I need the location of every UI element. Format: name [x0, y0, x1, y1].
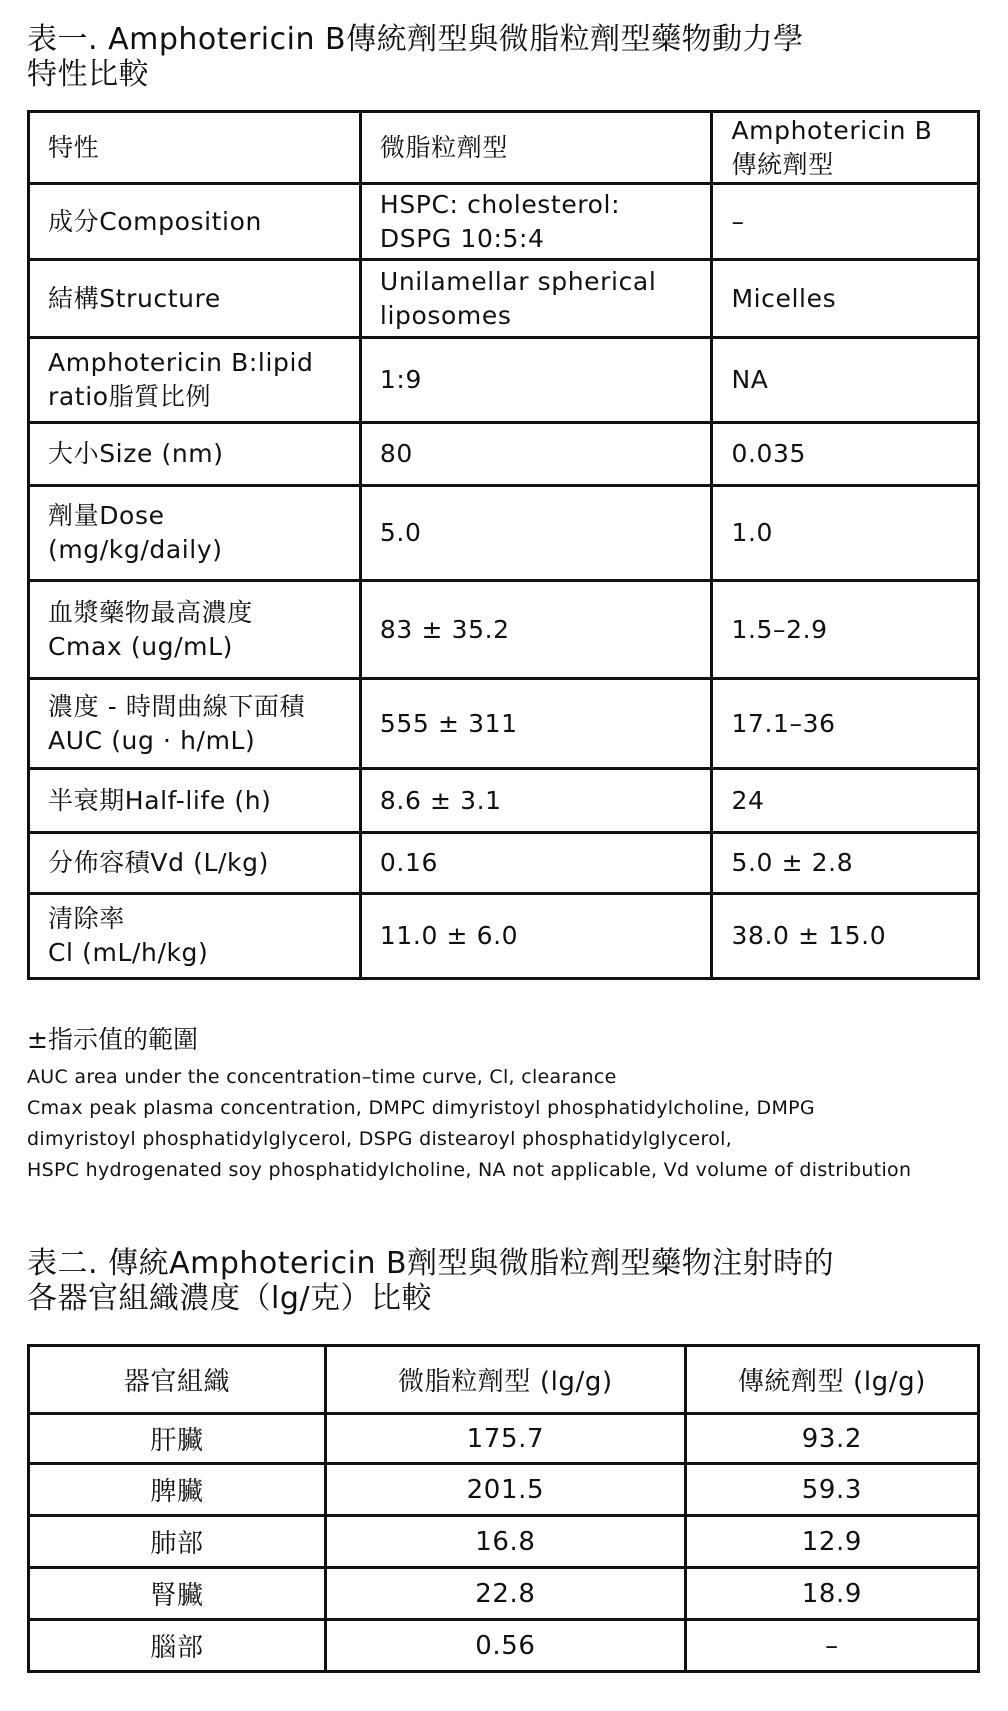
organ-cell: 肺部 [29, 1516, 326, 1568]
table2-title-line2: 各器官組織濃度（lg/克）比較 [27, 1281, 432, 1316]
conventional-conc-cell: – [685, 1620, 978, 1672]
liposomal-cell-line: 11.0 ± 6.0 [379, 921, 519, 950]
property-cell [29, 486, 361, 581]
conventional-cell: 17.1–36 [712, 679, 979, 769]
organ-cell: 脾臟 [29, 1464, 326, 1516]
conventional-cell: – [712, 184, 979, 260]
table1-title [27, 22, 804, 92]
conventional-cell: 5.0 ± 2.8 [712, 833, 979, 894]
property-cell-line: 半衰期Half-life (h) [48, 785, 272, 815]
conventional-cell: Micelles [712, 260, 979, 338]
table1-title-line2: 特性比較 [27, 57, 149, 92]
table2-title-line1: 表二. 傳統Amphotericin B劑型與微脂粒劑型藥物注射時的 [27, 1246, 835, 1281]
property-cell-line: (mg/kg/daily) [48, 535, 223, 564]
abbreviation-line: Cmax peak plasma concentration, DMPC dimyristoyl phosphatidylcholine, DMPG [27, 1097, 815, 1119]
liposomal-cell-line: 555 ± 311 [379, 708, 518, 738]
liposomal-cell-line: Unilamellar spherical [379, 266, 657, 296]
liposomal-cell-line: 80 [379, 439, 413, 468]
table-row [29, 1620, 979, 1672]
header-cell-liposomal-conc: 微脂粒劑型 (lg/g) [325, 1346, 685, 1414]
property-cell-line: AUC (ug · h/mL) [48, 725, 256, 755]
property-cell-line: Cl (mL/h/kg) [48, 938, 209, 967]
conventional-conc-cell: 12.9 [685, 1516, 978, 1568]
property-cell-line: ratio脂質比例 [48, 382, 212, 411]
property-cell [29, 423, 361, 486]
table-row [29, 1414, 979, 1464]
table-row [29, 769, 979, 833]
table-row [29, 423, 979, 486]
table2-header-row [29, 1346, 979, 1414]
property-cell-line: 清除率 [48, 904, 125, 933]
property-cell-line: Cmax (ug/mL) [48, 631, 233, 661]
conventional-cell: 1.5–2.9 [712, 581, 979, 679]
header-cell-organ: 器官組織 [29, 1346, 326, 1414]
organ-cell: 腎臟 [29, 1568, 326, 1620]
liposomal-conc-cell: 22.8 [325, 1568, 685, 1620]
abbreviation-line: AUC area under the concentration–time curve, Cl, clearance [27, 1066, 617, 1088]
table-row [29, 260, 979, 338]
table-row [29, 679, 979, 769]
organ-cell: 肝臟 [29, 1414, 326, 1464]
table-row [29, 338, 979, 423]
property-cell [29, 769, 361, 833]
liposomal-cell-line: 0.16 [379, 848, 438, 877]
liposomal-conc-cell: 201.5 [325, 1464, 685, 1516]
conventional-conc-cell: 59.3 [685, 1464, 978, 1516]
conventional-cell: 0.035 [712, 423, 979, 486]
property-cell [29, 581, 361, 679]
property-cell-line: 血漿藥物最高濃度 [48, 597, 253, 627]
liposomal-cell [360, 679, 712, 769]
plus-minus-note: ±指示值的範圍 [27, 1025, 198, 1054]
property-cell-line: 分佈容積Vd (L/kg) [48, 848, 269, 877]
abbreviation-line: dimyristoyl phosphatidylglycerol, DSPG distearoyl phosphatidylglycerol, [27, 1128, 733, 1150]
liposomal-cell-line: 1:9 [379, 365, 422, 394]
liposomal-cell [360, 338, 712, 423]
property-cell [29, 679, 361, 769]
table-row [29, 1516, 979, 1568]
liposomal-cell [360, 833, 712, 894]
conventional-conc-cell: 93.2 [685, 1414, 978, 1464]
table1-title-line1: 表一. Amphotericin B傳統劑型與微脂粒劑型藥物動力學 [27, 22, 804, 57]
property-cell-line: 劑量Dose [48, 501, 165, 530]
liposomal-cell [360, 260, 712, 338]
property-cell-line: 濃度 - 時間曲線下面積 [48, 691, 306, 721]
conventional-cell: 24 [712, 769, 979, 833]
table-row [29, 833, 979, 894]
liposomal-cell [360, 769, 712, 833]
header-cell-liposomal: 微脂粒劑型 [360, 112, 712, 184]
header-cell-conventional-line1: Amphotericin B [731, 115, 933, 145]
property-cell [29, 894, 361, 979]
property-cell [29, 833, 361, 894]
organ-cell: 腦部 [29, 1620, 326, 1672]
property-cell-line: Amphotericin B:lipid [48, 348, 314, 377]
table2-title [27, 1246, 834, 1316]
table-row [29, 1568, 979, 1620]
property-cell [29, 184, 361, 260]
header-cell-conventional-line2: 傳統劑型 [731, 149, 834, 179]
liposomal-cell-line: 83 ± 35.2 [379, 614, 510, 644]
liposomal-cell [360, 581, 712, 679]
conventional-cell: NA [712, 338, 979, 423]
liposomal-cell-line: HSPC: cholesterol: [379, 189, 621, 219]
property-cell-line: 結構Structure [48, 283, 221, 313]
pharmacokinetics-table [27, 110, 980, 980]
header-cell-property: 特性 [29, 112, 361, 184]
property-cell [29, 260, 361, 338]
header-cell-conventional-conc: 傳統劑型 (lg/g) [685, 1346, 978, 1414]
property-cell [29, 338, 361, 423]
liposomal-cell [360, 184, 712, 260]
conventional-cell: 38.0 ± 15.0 [712, 894, 979, 979]
liposomal-cell-line: 8.6 ± 3.1 [379, 785, 502, 815]
liposomal-cell-line: 5.0 [379, 518, 422, 547]
conventional-conc-cell: 18.9 [685, 1568, 978, 1620]
conventional-cell: 1.0 [712, 486, 979, 581]
liposomal-cell-line: DSPG 10:5:4 [379, 223, 545, 253]
property-cell-line: 成分Composition [48, 206, 262, 236]
liposomal-cell-line: liposomes [379, 300, 512, 330]
table-row [29, 1464, 979, 1516]
liposomal-cell [360, 486, 712, 581]
table-row [29, 581, 979, 679]
table-row [29, 894, 979, 979]
table-row [29, 486, 979, 581]
liposomal-conc-cell: 175.7 [325, 1414, 685, 1464]
liposomal-conc-cell: 0.56 [325, 1620, 685, 1672]
liposomal-cell [360, 423, 712, 486]
abbreviation-line: HSPC hydrogenated soy phosphatidylcholine, NA not applicable, Vd volume of distribution [27, 1159, 912, 1181]
header-cell-conventional [712, 112, 979, 184]
organ-concentration-table [27, 1344, 980, 1673]
liposomal-cell [360, 894, 712, 979]
table-row [29, 184, 979, 260]
table1-header-row [29, 112, 979, 184]
liposomal-conc-cell: 16.8 [325, 1516, 685, 1568]
property-cell-line: 大小Size (nm) [48, 439, 224, 468]
